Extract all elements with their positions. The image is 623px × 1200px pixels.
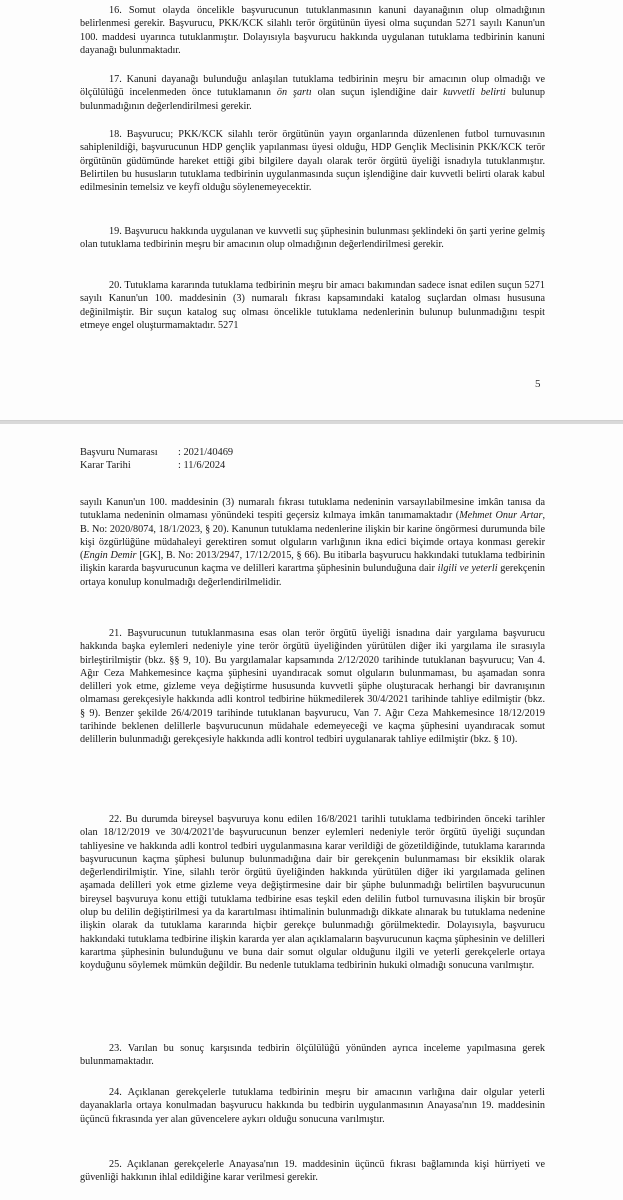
decision-date-row (80, 459, 233, 472)
document-page-5 (0, 0, 623, 421)
application-number-row (80, 446, 233, 459)
application-number-value: : 2021/40469 (178, 447, 234, 458)
paragraph-23: 23. Varılan bu sonuç karşısında tedbirin ölçülülüğü yönünden ayrıca inceleme yapılmasına gerek bulunmamaktadır. (80, 1043, 545, 1068)
paragraph-20-continued: sayılı Kanun'un 100. maddesinin (3) numaralı fıkrası tutuklama nedeninin varsayılabilmesine imkân tanısa da tutuklama nedeninin olmaması yönündeki tespiti geçersiz kılmaya imkân tanımamaktadır (Mehmet Onur Artar, B. No: 2020/8074, 18/1/2023, § 20). Kanunun tutuklama nedenlerine ilişkin bir karine öngörmesi durumunda bile kişi özgürlüğüne müdahaleyi gerektiren somut olguların varlığının ikna edici biçimde ortaya konması gerekir (Engin Demir [GK], B. No: 2013/2947, 17/12/2015, § 66). Bu itibarla başvurucu hakkındaki tutuklama tedbirinin ilişkin kararda başvurucunun kaçma ve delilleri karartma şüphesinin bulunduğuna dair ilgili ve yeterli gerekçenin ortaya konulup konulmadığı değerlendirilmelidir. (80, 497, 546, 588)
paragraph-19: 19. Başvurucu hakkında uygulanan ve kuvvetli suç şüphesinin bulunması şeklindeki ön şarti yerine gelmiş olan tutuklama tedbirinin meşru bir amacının olup olmadığının değerlendirilmesi gerekir. (80, 226, 545, 251)
paragraph-17: 17. Kanuni dayanağı bulunduğu anlaşılan tutuklama tedbirinin meşru bir amacının olup olmadığı ve ölçülülüğü incelenmeden önce tutuklamanın ön şartı olan suçun işlendiğine dair kuvvetli belirti bulunup bulunmadığının değerlendirilmesi gerekir. (80, 74, 546, 112)
paragraph-25: 25. Açıklanan gerekçelerle Anayasa'nın 19. maddesinin üçüncü fıkrası bağlamında kişi hürriyeti ve güvenliği hakkının ihlal edildiğine karar verilmesi gerekir. (80, 1159, 545, 1184)
application-number-label: Başvuru Numarası (80, 447, 158, 458)
paragraph-21: 21. Başvurucunun tutuklanmasına esas olan terör örgütü üyeliği isnadına dair yargılama başvurucu hakkında başka eylemleri nedeniyle yine terör örgütü üyeliğinden yürütülen diğer iki yargılama ile sırasıyla birleştirilmiştir (bkz. §§ 9, 10). Bu yargılamalar kapsamında 2/12/2020 tarihinde tutuklanan başvurucu; Van 4. Ağır Ceza Mahkemesince kaçma şüphesini uyandıracak somut olguların bulunmaması, bu aşamadan sonra delilleri yok etme, gizleme veya değiştirme hususunda kuvvetli şüphe oluşturacak herhangi bir davranışının olmaması gerekçesiyle hakkında adli kontrol tedbirine hükmedilerek 30/4/2021 tarihinde tahliye edilmiştir (bkz. § 9). Benzer şekilde 26/4/2019 tarihinde tutuklanan başvurucu, Van 7. Ağır Ceza Mahkemesince 18/12/2019 tarihinde beklenen delillerle başvurucunun müdahale edemeyeceği ve kaçma şüphesini uyandıracak somut delillerin bulunmadığı gerekçesiyle hakkında adli kontrol tedbiri uygulanarak tahliye edilmiştir (bkz. § 10). (80, 628, 545, 746)
paragraph-18: 18. Başvurucu; PKK/KCK silahlı terör örgütünün yayın organlarında düzenlenen futbol turnuvasının sahiplenildiği, başvurucunun HDP gençlik yapılanması üyesi olduğu, HDP Gençlik Meclisinin PKK/KCK terör örgütünün güdümünde hareket ettiği gibi bilgilere dayalı olarak terör örgütü üyeliği isnadıyla tutuklanmıştır. Belirtilen bu hususların tutuklama tedbirinin uygulanmasında suçun işlendiğine dair kuvvetli belirti olarak kabul edilmesinin temelsiz ve keyfî olduğu söylenemeyecektir. (80, 129, 545, 194)
decision-date-value: : 11/6/2024 (178, 460, 226, 471)
page-number: 5 (535, 378, 541, 390)
page-header-meta (80, 446, 233, 472)
paragraph-20: 20. Tutuklama kararında tutuklama tedbirinin meşru bir amacı bakımından sadece isnat edilen suçun 5271 sayılı Kanun'un 100. maddesinin (3) numaralı fıkrası kapsamındaki katalog suçlardan olması hususuna değinilmiştir. Bir suçun katalog suç olması öncelikle tutuklama nedenlerinin bulunup bulunmadığını tespit etmeye engel oluşturmamaktadır. 5271 (80, 280, 545, 331)
paragraph-24: 24. Açıklanan gerekçelerle tutuklama tedbirinin meşru bir amacının varlığına dair olgular yeterli dayanaklarla ortaya konulmadan başvurucu hakkında bu tedbirin uygulanmasının Anayasa'nın 19. maddesinin üçüncü fıkrasında yer alan güvencelere aykırı olduğu sonucuna varılmıştır. (80, 1087, 545, 1125)
paragraph-16: 16. Somut olayda öncelikle başvurucunun tutuklanmasının kanuni dayanağının olup olmadığının belirlenmesi gerekir. Başvurucu, PKK/KCK silahlı terör örgütünün üyesi olma suçundan 5271 sayılı Kanun'un 100. maddesi uyarınca tutuklanmıştır. Dolayısıyla başvurucu hakkında uygulanan tutuklama tedbirinin kanuni dayanağı bulunmaktadır. (80, 5, 545, 56)
paragraph-22: 22. Bu durumda bireysel başvuruya konu edilen 16/8/2021 tarihli tutuklama tedbirinden önceki tarihler olan 18/12/2019 ve 30/4/2021'de başvurucunun benzer eylemleri nedeniyle terör örgütü üyeliği suçundan tahliyesine ve hakkında adli kontrol tedbiri uygulanmasına karar verildiği de gözetildiğinde, tutuklama kararında başvurucunun kaçma şüphesi bulunup bulunmadığına dair bir gerekçenin bulunmaması bir eksiklik olarak değerlendirilmiştir. Yine, silahlı terör örgütü üyeliğinden hakkında yürütülen diğer iki yargılamada gelinen aşamada delilleri yok etme gizleme veya değiştirmesine dair bir şüphe bulunmadığı belirtilen başvurucunun bireysel başvuruya konu ettiği tutuklama tedbirine esas teşkil eden delilin futbol turnuvasına ilişkin bir broşür olup bu delilin değiştirilmesi ya da karartılması ihtimalinin bulunmadığı dikkate alınarak bu tutuklama nedenine ilişkin olarak da tutuklama kararında hiçbir gerekçe bulunmadığı görülmektedir. Dolayısıyla, başvurucu hakkındaki tutuklama tedbirine ilişkin kararda yer alan açıklamaların başvurucunun kaçma şüphesinin ve delilleri karartma şüphesinin bulunduğunu ve buna dair somut olgular olduğunu ilgili ve yeterli gerekçelerle ortaya koyduğunu söylemek mümkün değildir. Bu nedenle tutuklama tedbirinin hukuki olmadığı sonucuna varılmıştır. (80, 814, 545, 972)
decision-date-label: Karar Tarihi (80, 460, 131, 471)
